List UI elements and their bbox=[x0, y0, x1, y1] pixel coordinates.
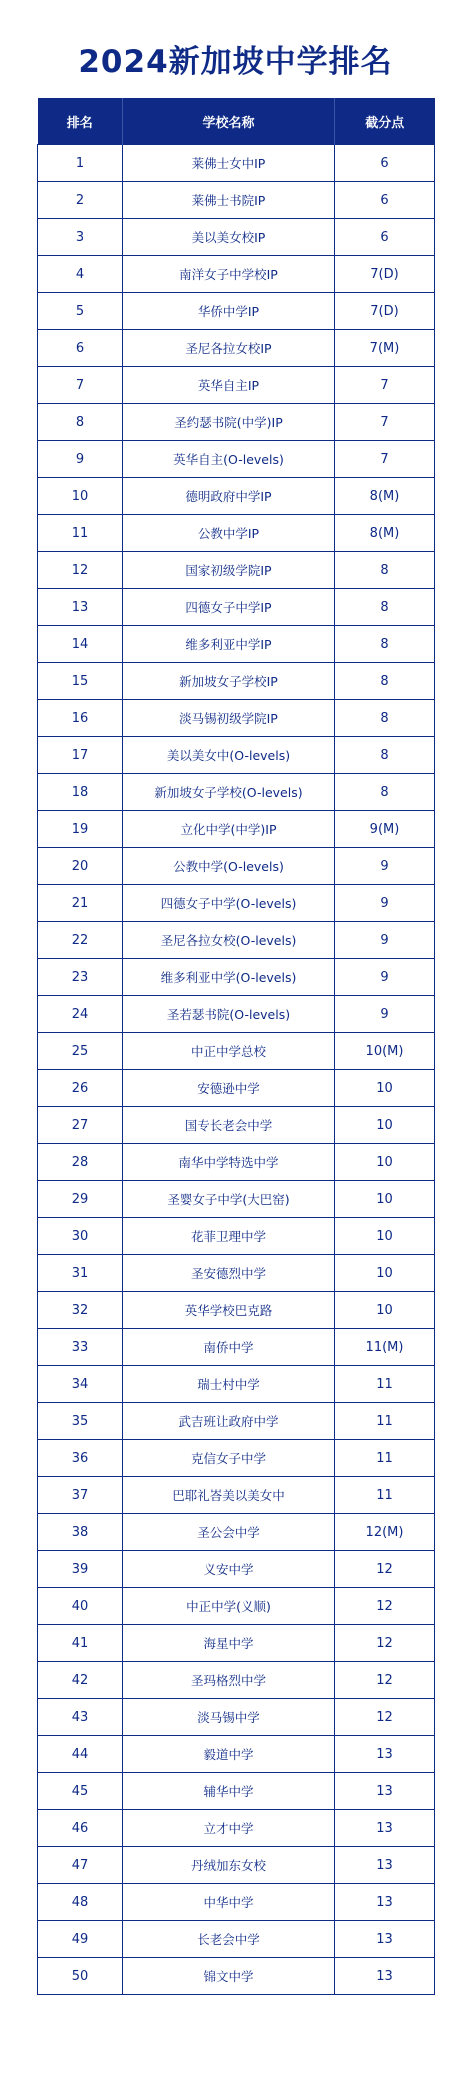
school-name-cell: 南侨中学 bbox=[123, 1329, 335, 1366]
school-name-cell: 华侨中学IP bbox=[123, 293, 335, 330]
school-name-cell: 瑞士村中学 bbox=[123, 1366, 335, 1403]
school-name-cell: 淡马锡初级学院IP bbox=[123, 700, 335, 737]
rank-cell: 15 bbox=[38, 663, 123, 700]
cutoff-score-cell: 10 bbox=[335, 1255, 435, 1292]
table-row bbox=[38, 1329, 435, 1366]
rank-cell: 30 bbox=[38, 1218, 123, 1255]
cutoff-score-cell: 7 bbox=[335, 441, 435, 478]
cutoff-score-cell: 8(M) bbox=[335, 478, 435, 515]
school-name-cell: 英华自主IP bbox=[123, 367, 335, 404]
table-row bbox=[38, 922, 435, 959]
school-name-cell: 国家初级学院IP bbox=[123, 552, 335, 589]
cutoff-score-cell: 12 bbox=[335, 1551, 435, 1588]
table-row bbox=[38, 1699, 435, 1736]
school-name-cell: 毅道中学 bbox=[123, 1736, 335, 1773]
rank-cell: 34 bbox=[38, 1366, 123, 1403]
table-row bbox=[38, 1551, 435, 1588]
rank-cell: 23 bbox=[38, 959, 123, 996]
table-row bbox=[38, 1588, 435, 1625]
table-row bbox=[38, 404, 435, 441]
cutoff-score-cell: 12(M) bbox=[335, 1514, 435, 1551]
table-row bbox=[38, 1625, 435, 1662]
school-name-cell: 南洋女子中学校IP bbox=[123, 256, 335, 293]
table-row bbox=[38, 1255, 435, 1292]
table-row bbox=[38, 293, 435, 330]
cutoff-score-cell: 8(M) bbox=[335, 515, 435, 552]
cutoff-score-cell: 13 bbox=[335, 1958, 435, 1995]
school-name-cell: 英华自主(O-levels) bbox=[123, 441, 335, 478]
rank-cell: 37 bbox=[38, 1477, 123, 1514]
rank-cell: 40 bbox=[38, 1588, 123, 1625]
school-name-cell: 四德女子中学(O-levels) bbox=[123, 885, 335, 922]
table-row bbox=[38, 1218, 435, 1255]
table-row bbox=[38, 589, 435, 626]
cutoff-score-cell: 10(M) bbox=[335, 1033, 435, 1070]
table-row bbox=[38, 330, 435, 367]
cutoff-score-cell: 6 bbox=[335, 182, 435, 219]
rank-cell: 8 bbox=[38, 404, 123, 441]
school-name-cell: 立才中学 bbox=[123, 1810, 335, 1847]
cutoff-score-cell: 9 bbox=[335, 959, 435, 996]
rank-cell: 33 bbox=[38, 1329, 123, 1366]
table-row bbox=[38, 367, 435, 404]
rank-cell: 42 bbox=[38, 1662, 123, 1699]
cutoff-score-cell: 13 bbox=[335, 1847, 435, 1884]
rank-cell: 2 bbox=[38, 182, 123, 219]
rank-cell: 19 bbox=[38, 811, 123, 848]
rank-cell: 1 bbox=[38, 145, 123, 182]
rank-cell: 17 bbox=[38, 737, 123, 774]
cutoff-score-cell: 11(M) bbox=[335, 1329, 435, 1366]
cutoff-score-cell: 7(M) bbox=[335, 330, 435, 367]
cutoff-score-cell: 9 bbox=[335, 922, 435, 959]
table-row bbox=[38, 1181, 435, 1218]
table-row bbox=[38, 1921, 435, 1958]
school-name-cell: 公教中学IP bbox=[123, 515, 335, 552]
school-name-cell: 武吉班让政府中学 bbox=[123, 1403, 335, 1440]
cutoff-score-cell: 7(D) bbox=[335, 293, 435, 330]
rank-cell: 49 bbox=[38, 1921, 123, 1958]
table-row bbox=[38, 1070, 435, 1107]
table-row bbox=[38, 1403, 435, 1440]
cutoff-score-cell: 10 bbox=[335, 1292, 435, 1329]
table-row bbox=[38, 1958, 435, 1995]
table-row bbox=[38, 182, 435, 219]
cutoff-score-cell: 13 bbox=[335, 1884, 435, 1921]
table-body bbox=[38, 145, 435, 1995]
school-name-cell: 莱佛士书院IP bbox=[123, 182, 335, 219]
rank-cell: 16 bbox=[38, 700, 123, 737]
cutoff-score-cell: 13 bbox=[335, 1773, 435, 1810]
school-name-cell: 海星中学 bbox=[123, 1625, 335, 1662]
cutoff-score-cell: 8 bbox=[335, 589, 435, 626]
table-row bbox=[38, 552, 435, 589]
cutoff-score-cell: 8 bbox=[335, 552, 435, 589]
school-name-cell: 辅华中学 bbox=[123, 1773, 335, 1810]
cutoff-score-cell: 11 bbox=[335, 1477, 435, 1514]
school-name-cell: 圣约瑟书院(中学)IP bbox=[123, 404, 335, 441]
school-name-cell: 圣婴女子中学(大巴窑) bbox=[123, 1181, 335, 1218]
rank-cell: 27 bbox=[38, 1107, 123, 1144]
table-row bbox=[38, 1033, 435, 1070]
rank-cell: 6 bbox=[38, 330, 123, 367]
table-row bbox=[38, 663, 435, 700]
rank-cell: 5 bbox=[38, 293, 123, 330]
rank-cell: 41 bbox=[38, 1625, 123, 1662]
cutoff-score-cell: 7 bbox=[335, 404, 435, 441]
school-name-cell: 克信女子中学 bbox=[123, 1440, 335, 1477]
cutoff-score-cell: 7(D) bbox=[335, 256, 435, 293]
table-header-row bbox=[38, 98, 435, 145]
table-row bbox=[38, 478, 435, 515]
school-name-cell: 英华学校巴克路 bbox=[123, 1292, 335, 1329]
school-name-cell: 新加坡女子学校(O-levels) bbox=[123, 774, 335, 811]
school-name-cell: 中正中学(义顺) bbox=[123, 1588, 335, 1625]
table-row bbox=[38, 1773, 435, 1810]
school-name-cell: 新加坡女子学校IP bbox=[123, 663, 335, 700]
rank-cell: 36 bbox=[38, 1440, 123, 1477]
table-row bbox=[38, 1514, 435, 1551]
school-name-cell: 淡马锡中学 bbox=[123, 1699, 335, 1736]
rank-cell: 25 bbox=[38, 1033, 123, 1070]
school-name-cell: 巴耶礼峇美以美女中 bbox=[123, 1477, 335, 1514]
cutoff-score-cell: 11 bbox=[335, 1366, 435, 1403]
cutoff-score-cell: 8 bbox=[335, 774, 435, 811]
rank-cell: 48 bbox=[38, 1884, 123, 1921]
table-row bbox=[38, 515, 435, 552]
table-row bbox=[38, 996, 435, 1033]
rank-cell: 9 bbox=[38, 441, 123, 478]
rank-cell: 13 bbox=[38, 589, 123, 626]
school-name-cell: 圣尼各拉女校(O-levels) bbox=[123, 922, 335, 959]
table-row bbox=[38, 1292, 435, 1329]
cutoff-score-cell: 9(M) bbox=[335, 811, 435, 848]
cutoff-score-cell: 9 bbox=[335, 848, 435, 885]
school-name-cell: 美以美女校IP bbox=[123, 219, 335, 256]
cutoff-score-cell: 12 bbox=[335, 1699, 435, 1736]
table-row bbox=[38, 774, 435, 811]
cutoff-score-cell: 13 bbox=[335, 1810, 435, 1847]
school-name-cell: 德明政府中学IP bbox=[123, 478, 335, 515]
table-row bbox=[38, 1440, 435, 1477]
cutoff-score-cell: 12 bbox=[335, 1662, 435, 1699]
rank-cell: 47 bbox=[38, 1847, 123, 1884]
rank-cell: 24 bbox=[38, 996, 123, 1033]
table-row bbox=[38, 1736, 435, 1773]
rank-cell: 11 bbox=[38, 515, 123, 552]
table-row bbox=[38, 959, 435, 996]
table-row bbox=[38, 1144, 435, 1181]
rank-cell: 4 bbox=[38, 256, 123, 293]
table-row bbox=[38, 1662, 435, 1699]
school-name-cell: 丹绒加东女校 bbox=[123, 1847, 335, 1884]
school-name-cell: 国专长老会中学 bbox=[123, 1107, 335, 1144]
table-row bbox=[38, 626, 435, 663]
cutoff-score-cell: 8 bbox=[335, 737, 435, 774]
school-name-cell: 圣玛格烈中学 bbox=[123, 1662, 335, 1699]
cutoff-score-cell: 13 bbox=[335, 1921, 435, 1958]
school-name-cell: 南华中学特选中学 bbox=[123, 1144, 335, 1181]
rank-cell: 12 bbox=[38, 552, 123, 589]
page-title: 2024新加坡中学排名 bbox=[78, 44, 393, 80]
school-name-cell: 义安中学 bbox=[123, 1551, 335, 1588]
cutoff-score-cell: 10 bbox=[335, 1070, 435, 1107]
school-name-cell: 莱佛士女中IP bbox=[123, 145, 335, 182]
header-rank: 排名 bbox=[38, 98, 123, 145]
rank-cell: 31 bbox=[38, 1255, 123, 1292]
rank-cell: 39 bbox=[38, 1551, 123, 1588]
rank-cell: 50 bbox=[38, 1958, 123, 1995]
school-name-cell: 维多利亚中学IP bbox=[123, 626, 335, 663]
cutoff-score-cell: 12 bbox=[335, 1588, 435, 1625]
rank-cell: 45 bbox=[38, 1773, 123, 1810]
cutoff-score-cell: 10 bbox=[335, 1218, 435, 1255]
cutoff-score-cell: 11 bbox=[335, 1440, 435, 1477]
rank-cell: 3 bbox=[38, 219, 123, 256]
school-name-cell: 美以美女中(O-levels) bbox=[123, 737, 335, 774]
school-name-cell: 中华中学 bbox=[123, 1884, 335, 1921]
school-name-cell: 立化中学(中学)IP bbox=[123, 811, 335, 848]
school-name-cell: 圣公会中学 bbox=[123, 1514, 335, 1551]
school-name-cell: 圣若瑟书院(O-levels) bbox=[123, 996, 335, 1033]
school-name-cell: 中正中学总校 bbox=[123, 1033, 335, 1070]
school-name-cell: 维多利亚中学(O-levels) bbox=[123, 959, 335, 996]
rank-cell: 43 bbox=[38, 1699, 123, 1736]
cutoff-score-cell: 9 bbox=[335, 996, 435, 1033]
cutoff-score-cell: 9 bbox=[335, 885, 435, 922]
cutoff-score-cell: 8 bbox=[335, 700, 435, 737]
school-name-cell: 公教中学(O-levels) bbox=[123, 848, 335, 885]
ranking-table bbox=[37, 98, 435, 1995]
school-name-cell: 花菲卫理中学 bbox=[123, 1218, 335, 1255]
school-name-cell: 四德女子中学IP bbox=[123, 589, 335, 626]
table-row bbox=[38, 1107, 435, 1144]
rank-cell: 18 bbox=[38, 774, 123, 811]
table-row bbox=[38, 219, 435, 256]
table-row bbox=[38, 441, 435, 478]
rank-cell: 28 bbox=[38, 1144, 123, 1181]
header-cutoff-score: 截分点 bbox=[335, 98, 435, 145]
rank-cell: 44 bbox=[38, 1736, 123, 1773]
rank-cell: 10 bbox=[38, 478, 123, 515]
cutoff-score-cell: 10 bbox=[335, 1144, 435, 1181]
table-row bbox=[38, 737, 435, 774]
school-name-cell: 长老会中学 bbox=[123, 1921, 335, 1958]
table-row bbox=[38, 1847, 435, 1884]
header-school-name: 学校名称 bbox=[123, 98, 335, 145]
table-row bbox=[38, 885, 435, 922]
table-row bbox=[38, 256, 435, 293]
cutoff-score-cell: 6 bbox=[335, 219, 435, 256]
table-row bbox=[38, 1810, 435, 1847]
cutoff-score-cell: 11 bbox=[335, 1403, 435, 1440]
table-row bbox=[38, 1366, 435, 1403]
table-row bbox=[38, 145, 435, 182]
rank-cell: 22 bbox=[38, 922, 123, 959]
table-row bbox=[38, 1477, 435, 1514]
rank-cell: 7 bbox=[38, 367, 123, 404]
school-name-cell: 安德逊中学 bbox=[123, 1070, 335, 1107]
rank-cell: 21 bbox=[38, 885, 123, 922]
cutoff-score-cell: 13 bbox=[335, 1736, 435, 1773]
rank-cell: 46 bbox=[38, 1810, 123, 1847]
school-name-cell: 圣安德烈中学 bbox=[123, 1255, 335, 1292]
table-row bbox=[38, 811, 435, 848]
rank-cell: 20 bbox=[38, 848, 123, 885]
cutoff-score-cell: 8 bbox=[335, 663, 435, 700]
rank-cell: 26 bbox=[38, 1070, 123, 1107]
cutoff-score-cell: 10 bbox=[335, 1181, 435, 1218]
table-row bbox=[38, 700, 435, 737]
cutoff-score-cell: 8 bbox=[335, 626, 435, 663]
cutoff-score-cell: 10 bbox=[335, 1107, 435, 1144]
cutoff-score-cell: 7 bbox=[335, 367, 435, 404]
rank-cell: 35 bbox=[38, 1403, 123, 1440]
rank-cell: 38 bbox=[38, 1514, 123, 1551]
cutoff-score-cell: 12 bbox=[335, 1625, 435, 1662]
table-row bbox=[38, 1884, 435, 1921]
school-name-cell: 锦文中学 bbox=[123, 1958, 335, 1995]
school-name-cell: 圣尼各拉女校IP bbox=[123, 330, 335, 367]
rank-cell: 14 bbox=[38, 626, 123, 663]
table-row bbox=[38, 848, 435, 885]
rank-cell: 32 bbox=[38, 1292, 123, 1329]
rank-cell: 29 bbox=[38, 1181, 123, 1218]
cutoff-score-cell: 6 bbox=[335, 145, 435, 182]
